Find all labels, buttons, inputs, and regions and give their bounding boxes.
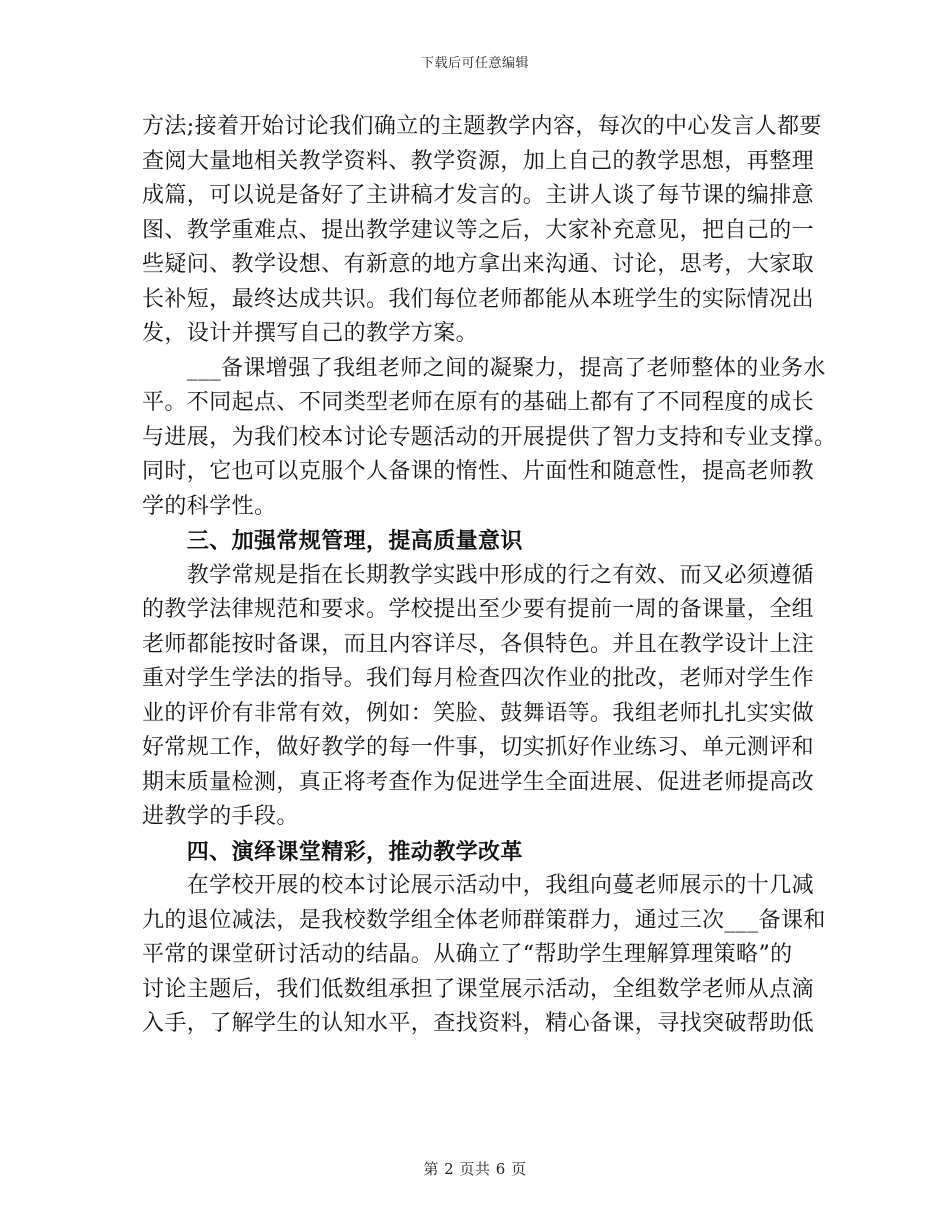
section-heading: 三、加强常规管理，提高质量意识	[142, 528, 523, 554]
page-header-note: 下载后可任意编辑	[420, 56, 529, 71]
body-line: 同时，它也可以克服个人备课的惰性、片面性和随意性，提高老师教	[142, 459, 815, 484]
body-line: 图、教学重难点、提出教学建议等之后，大家补充意见，把自己的一	[142, 217, 815, 243]
body-line: 平常的课堂研讨活动的结晶。从确立了“帮助学生理解算理策略”的	[142, 942, 793, 967]
body-line: 业的评价有非常有效，例如：笑脸、鼓舞语等。我组老师扎扎实实做	[142, 700, 815, 726]
section-heading: 四、演绎课堂精彩，推动教学改革	[142, 838, 523, 865]
page-number-footer: 第 2 页共 6 页	[423, 1160, 527, 1178]
body-line: 发，设计并撰写自己的教学方案。	[142, 321, 479, 346]
body-line: 平。不同起点、不同类型老师在原有的基础上都有了不同程度的成长	[142, 390, 815, 415]
body-line: 的教学法律规范和要求。学校提出至少要有提前一周的备课量，全组	[142, 597, 815, 622]
body-line: 九的退位减法，是我校数学组全体老师群策群力，通过三次___备课和	[142, 907, 826, 933]
document-body	[142, 110, 837, 1042]
body-line: ___备课增强了我组老师之间的凝聚力，提高了老师整体的业务水	[142, 355, 826, 381]
body-line: 讨论主题后，我们低数组承担了课堂展示活动，全组数学老师从点滴	[142, 976, 815, 1002]
body-line: 教学常规是指在长期教学实践中形成的行之有效、而又必须遵循	[142, 562, 815, 588]
body-line: 入手，了解学生的认知水平，查找资料，精心备课，寻找突破帮助低	[142, 1011, 815, 1036]
body-line: 长补短，最终达成共识。我们每位老师都能从本班学生的实际情况出	[142, 286, 815, 312]
body-line: 与进展，为我们校本讨论专题活动的开展提供了智力支持和专业支撑。	[142, 424, 837, 450]
body-line: 在学校开展的校本讨论展示活动中，我组向蔓老师展示的十几减	[142, 873, 815, 898]
body-line: 成篇，可以说是备好了主讲稿才发言的。主讲人谈了每节课的编排意	[142, 183, 815, 208]
body-line: 学的科学性。	[142, 493, 277, 519]
body-line: 些疑问、教学设想、有新意的地方拿出来沟通、讨论，思考，大家取	[142, 252, 815, 277]
body-line: 老师都能按时备课，而且内容详尽，各俱特色。并且在教学设计上注	[142, 631, 815, 657]
body-line: 重对学生学法的指导。我们每月检查四次作业的批改，老师对学生作	[142, 666, 815, 691]
body-line: 进教学的手段。	[142, 804, 299, 829]
body-line: 好常规工作，做好教学的每一件事，切实抓好作业练习、单元测评和	[142, 735, 815, 760]
body-line: 查阅大量地相关教学资料、教学资源，加上自己的教学思想，再整理	[142, 148, 815, 174]
body-line: 方法;接着开始讨论我们确立的主题教学内容，每次的中心发言人都要	[142, 114, 822, 139]
body-line: 期末质量检测，真正将考查作为促进学生全面进展、促进老师提高改	[142, 769, 815, 795]
